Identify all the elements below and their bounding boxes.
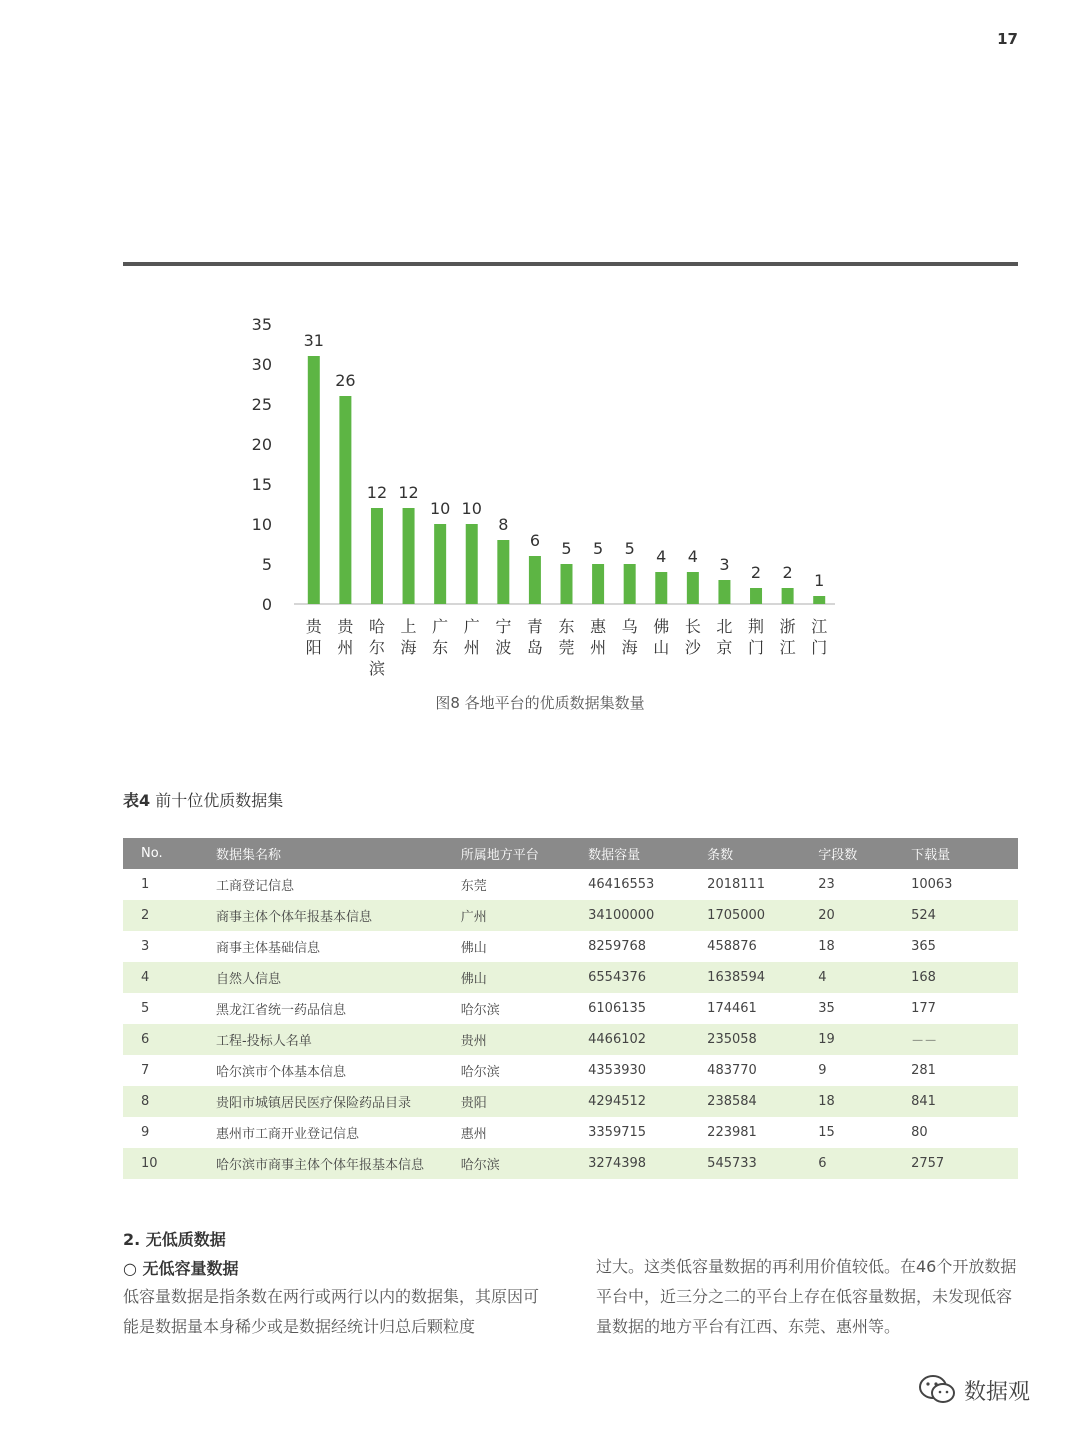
x-tick-label: 宁波: [495, 617, 512, 657]
cell-no: 2: [123, 900, 216, 931]
cell-no: 3: [141, 939, 150, 954]
x-tick-label: 广州: [463, 617, 480, 657]
cell-rows: 545733: [707, 1148, 818, 1179]
cell-fields: 19: [818, 1024, 911, 1055]
cell-downloads: 841: [911, 1086, 1018, 1117]
cell-platform: 佛山: [461, 962, 588, 993]
cell-platform: 贵州: [461, 1024, 588, 1055]
cell-fields: 23: [818, 877, 835, 892]
table-title: [123, 788, 283, 811]
bar: [339, 396, 351, 604]
bar: [718, 580, 730, 604]
cell-downloads: 2757: [911, 1148, 1018, 1179]
cell-capacity: 6554376: [588, 962, 707, 993]
table-row: [123, 1117, 1018, 1148]
watermark-text: 数据观: [964, 1379, 1031, 1405]
cell-rows: 223981: [707, 1125, 757, 1140]
cell-rows: 235058: [707, 1024, 818, 1055]
cell-no: 7: [141, 1063, 150, 1078]
cell-platform: 广州: [461, 900, 588, 931]
table-title-text: 前十位优质数据集: [155, 791, 284, 810]
header-no: No.: [123, 838, 216, 869]
cell-dataset-name: 黑龙江省统一药品信息: [216, 1003, 347, 1018]
bar: [466, 524, 478, 604]
cell-downloads: 80: [911, 1125, 928, 1140]
cell-dataset-name: 哈尔滨市商事主体个体年报基本信息: [216, 1148, 461, 1179]
cell-no: 8: [123, 1086, 216, 1117]
x-tick-label: 上海: [400, 617, 417, 657]
bar: [403, 508, 415, 604]
cell-capacity: 6106135: [588, 1001, 647, 1016]
page-number: 17: [997, 30, 1018, 48]
quality-dataset-table: [123, 838, 1018, 1179]
cell-capacity: 3274398: [588, 1148, 707, 1179]
data-label: 5: [592, 539, 604, 558]
bar: [308, 356, 320, 604]
bar: [782, 588, 794, 604]
cell-dataset-name: 哈尔滨市个体基本信息: [216, 1065, 347, 1080]
header-downloads: 下载量: [911, 838, 1018, 869]
header-platform: 所属地方平台: [461, 838, 588, 869]
y-tick-label: 30: [251, 355, 272, 374]
table-row: [123, 962, 1018, 993]
cell-fields: 18: [818, 939, 835, 954]
y-tick-label: 25: [251, 395, 272, 414]
bar: [624, 564, 636, 604]
cell-dataset-name: 自然人信息: [216, 962, 461, 993]
table-row: [123, 993, 1018, 1024]
cell-platform: 贵阳: [461, 1086, 588, 1117]
cell-platform: 哈尔滨: [461, 1148, 588, 1179]
cell-platform: 佛山: [460, 941, 487, 956]
cell-dataset-name: 贵阳市城镇居民医疗保险药品目录: [216, 1086, 461, 1117]
cell-platform: 东莞: [460, 879, 487, 894]
table-row: [123, 931, 1018, 962]
cell-downloads: 281: [911, 1063, 936, 1078]
x-tick-label: 惠州: [590, 617, 607, 657]
x-tick-label: 北京: [716, 617, 733, 657]
bar: [561, 564, 573, 604]
x-tick-label: 江门: [811, 617, 828, 657]
cell-rows: 238584: [707, 1086, 818, 1117]
cell-fields: 18: [818, 1086, 911, 1117]
x-tick-label: 荆门: [748, 617, 765, 657]
figure-caption: 图8 各地平台的优质数据集数量: [435, 694, 645, 712]
cell-dataset-name: 商事主体基础信息: [216, 941, 321, 956]
bar: [813, 596, 825, 604]
data-label: 4: [687, 547, 698, 566]
cell-rows: 483770: [707, 1063, 757, 1078]
x-tick-label: 哈尔滨: [368, 617, 385, 678]
table-row: [123, 1148, 1018, 1179]
cell-downloads: 365: [911, 939, 936, 954]
cell-downloads: 177: [911, 1001, 936, 1016]
cell-no: 10: [123, 1148, 216, 1179]
wechat-icon: [918, 1374, 956, 1406]
header-capacity: 数据容量: [588, 838, 707, 869]
cell-rows: 2018111: [707, 877, 766, 892]
bar: [497, 540, 509, 604]
data-label: 3: [719, 555, 730, 574]
cell-downloads: 168: [911, 962, 1018, 993]
x-tick-label: 贵州: [337, 617, 354, 657]
cell-capacity: 4294512: [588, 1086, 707, 1117]
cell-fields: 20: [818, 900, 911, 931]
cell-fields: 6: [818, 1148, 911, 1179]
cell-downloads: 10063: [911, 877, 953, 892]
x-tick-label: 广东: [432, 617, 449, 657]
cell-dataset-name: 商事主体个体年报基本信息: [216, 900, 461, 931]
cell-no: 9: [141, 1125, 150, 1140]
paragraph-right: 过大。这类低容量数据的再利用价值较低。在46个开放数据平台中，近三分之二的平台上存在低容量数据，未发现低容量数据的地方平台有江西、东莞、惠州等。: [596, 1257, 1017, 1336]
header-dataset-name: 数据集名称: [216, 838, 461, 869]
table-row: [123, 1055, 1018, 1086]
cell-downloads: －－: [911, 1024, 1018, 1055]
y-tick-label: 20: [251, 435, 272, 454]
cell-no: 4: [123, 962, 216, 993]
cell-capacity: 46416553: [588, 877, 655, 892]
x-tick-label: 东莞: [558, 617, 575, 657]
y-tick-label: 15: [251, 475, 272, 494]
data-label: 6: [529, 531, 541, 550]
cell-no: 1: [141, 877, 150, 892]
table-title-number: 表4: [123, 791, 151, 810]
data-label: 10: [461, 499, 482, 518]
data-label: 2: [750, 563, 762, 582]
data-label: 31: [303, 331, 324, 350]
cell-dataset-name: 工程-投标人名单: [216, 1024, 461, 1055]
cell-capacity: 4353930: [588, 1063, 647, 1078]
table-header-row: [123, 838, 1018, 869]
cell-platform: 哈尔滨: [460, 1003, 500, 1018]
watermark: [918, 1374, 1030, 1406]
data-label: 26: [335, 371, 356, 390]
cell-fields: 9: [818, 1063, 827, 1078]
cell-downloads: 524: [911, 900, 1018, 931]
x-tick-label: 青岛: [526, 617, 543, 657]
cell-rows: 458876: [707, 939, 757, 954]
cell-platform: 惠州: [460, 1127, 487, 1142]
y-tick-label: 35: [251, 315, 272, 334]
cell-dataset-name: 工商登记信息: [216, 879, 295, 894]
cell-dataset-name: 惠州市工商开业登记信息: [216, 1127, 360, 1142]
bar: [655, 572, 667, 604]
cell-capacity: 4466102: [588, 1024, 707, 1055]
header-fields: 字段数: [818, 838, 911, 869]
data-label: 8: [498, 515, 509, 534]
y-tick-label: 10: [251, 515, 272, 534]
x-tick-label: 贵阳: [305, 617, 322, 657]
x-tick-label: 佛山: [653, 617, 670, 657]
bar-chart: [230, 300, 850, 680]
bar: [434, 524, 446, 604]
bar: [750, 588, 762, 604]
paragraph-left: 低容量数据是指条数在两行或两行以内的数据集，其原因可能是数据量本身稀少或是数据经统计归总后颗粒度: [123, 1287, 540, 1336]
cell-fields: 4: [818, 962, 911, 993]
cell-fields: 35: [818, 1001, 835, 1016]
x-tick-label: 浙江: [779, 617, 796, 657]
data-label: 12: [366, 483, 388, 502]
table-row: [123, 900, 1018, 931]
cell-capacity: 34100000: [588, 900, 707, 931]
cell-capacity: 3359715: [588, 1125, 647, 1140]
cell-no: 6: [123, 1024, 216, 1055]
y-tick-label: 5: [261, 555, 272, 574]
x-tick-label: 乌海: [621, 617, 638, 657]
table-row: [123, 869, 1018, 900]
cell-fields: 15: [818, 1125, 835, 1140]
section-heading: 2. 无低质数据: [123, 1230, 226, 1249]
table-row: [123, 1086, 1018, 1117]
data-label: 5: [624, 539, 635, 558]
bar: [687, 572, 699, 604]
y-tick-label: 0: [261, 595, 272, 614]
bar: [371, 508, 383, 604]
data-label: 1: [814, 571, 825, 590]
cell-capacity: 8259768: [588, 939, 647, 954]
cell-no: 5: [141, 1001, 150, 1016]
data-label: 2: [782, 563, 793, 582]
data-label: 10: [429, 499, 451, 518]
data-label: 5: [561, 539, 572, 558]
data-label: 4: [656, 547, 667, 566]
header-rows: 条数: [707, 838, 818, 869]
header-rule: [123, 262, 1018, 266]
bar: [592, 564, 604, 604]
bar: [529, 556, 541, 604]
x-tick-label: 长沙: [684, 617, 701, 657]
sub-heading: ○ 无低容量数据: [123, 1259, 239, 1278]
data-label: 12: [398, 483, 419, 502]
cell-rows: 174461: [707, 1001, 757, 1016]
cell-platform: 哈尔滨: [460, 1065, 500, 1080]
cell-rows: 1705000: [707, 900, 818, 931]
table-row: [123, 1024, 1018, 1055]
cell-rows: 1638594: [707, 962, 818, 993]
